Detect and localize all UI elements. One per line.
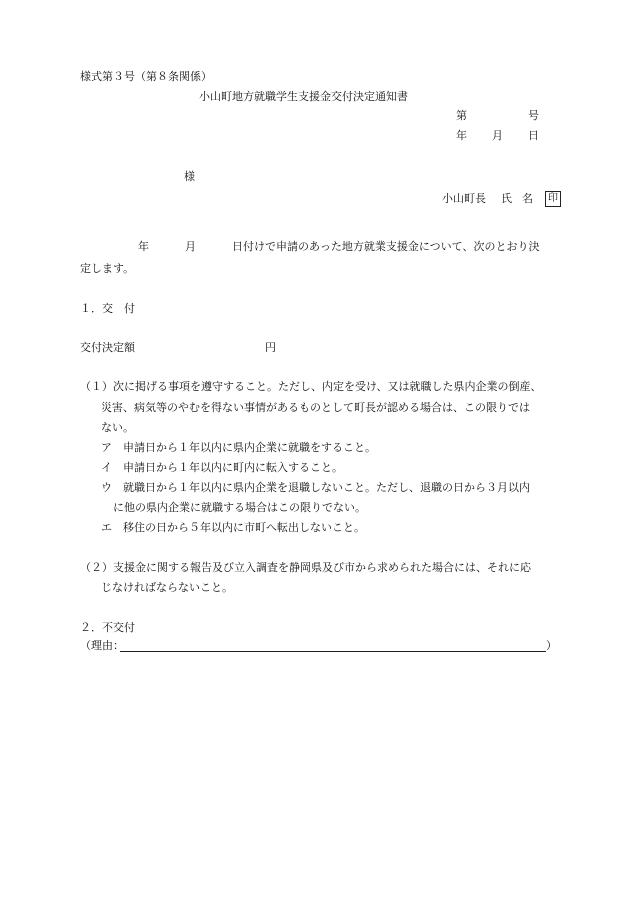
amount-label: 交付決定額 xyxy=(80,341,135,354)
date-day: 日 xyxy=(528,129,539,142)
condition1-item-e: エ 移住の日から５年以内に市町へ転出しないこと。 xyxy=(101,521,365,534)
issuer-uji: 氏 xyxy=(501,192,512,205)
issuer-title: 小山町長 xyxy=(442,192,486,205)
reason-underline xyxy=(120,651,546,652)
condition1-item-i: イ 申請日から１年以内に町内に転入すること。 xyxy=(101,461,343,474)
condition2-line1: （２）支援金に関する報告及び立入調査を静岡県及び市から求められた場合には、それに応 xyxy=(80,561,531,574)
doc-number-prefix: 第 xyxy=(456,109,467,122)
issuer-mei: 名 xyxy=(522,192,533,205)
reason-close: ） xyxy=(546,639,557,652)
recipient-suffix: 様 xyxy=(184,170,195,183)
section2-heading: ２．不交付 xyxy=(80,621,135,634)
condition1-line2: 災害、病気等のやむを得ない事情があるものとして町長が認める場合は、この限りでは xyxy=(101,401,530,414)
condition1-item-a: ア 申請日から１年以内に県内企業に就職をすること。 xyxy=(101,441,376,454)
intro-line1: 日付けで申請のあった地方就業支援金について、次のとおり決 xyxy=(232,240,540,253)
section1-heading: １．交 付 xyxy=(80,302,135,315)
reason-open: （理由： xyxy=(80,639,124,652)
doc-number-suffix: 号 xyxy=(528,109,539,122)
intro-month: 月 xyxy=(185,240,196,253)
condition1-item-u-cont: に他の県内企業に就職する場合はこの限りでない。 xyxy=(113,501,366,514)
form-number: 様式第３号（第８条関係） xyxy=(80,70,212,83)
condition1-line3: ない。 xyxy=(101,421,134,434)
condition1-item-u: ウ 就職日から１年以内に県内企業を退職しないこと。ただし、退職の日から３月以内 xyxy=(101,481,530,494)
intro-year: 年 xyxy=(138,240,149,253)
date-year: 年 xyxy=(456,129,467,142)
seal-stamp: 印 xyxy=(545,191,561,207)
date-month: 月 xyxy=(492,129,503,142)
condition1-line1: （１）次に掲げる事項を遵守すること。ただし、内定を受け、又は就職した県内企業の倒産、 xyxy=(80,380,542,393)
condition2-line2: じなければならないこと。 xyxy=(101,581,233,594)
amount-unit: 円 xyxy=(265,341,276,354)
document-title: 小山町地方就職学生支援金交付決定通知書 xyxy=(199,90,408,103)
intro-line2: 定します。 xyxy=(80,262,135,275)
